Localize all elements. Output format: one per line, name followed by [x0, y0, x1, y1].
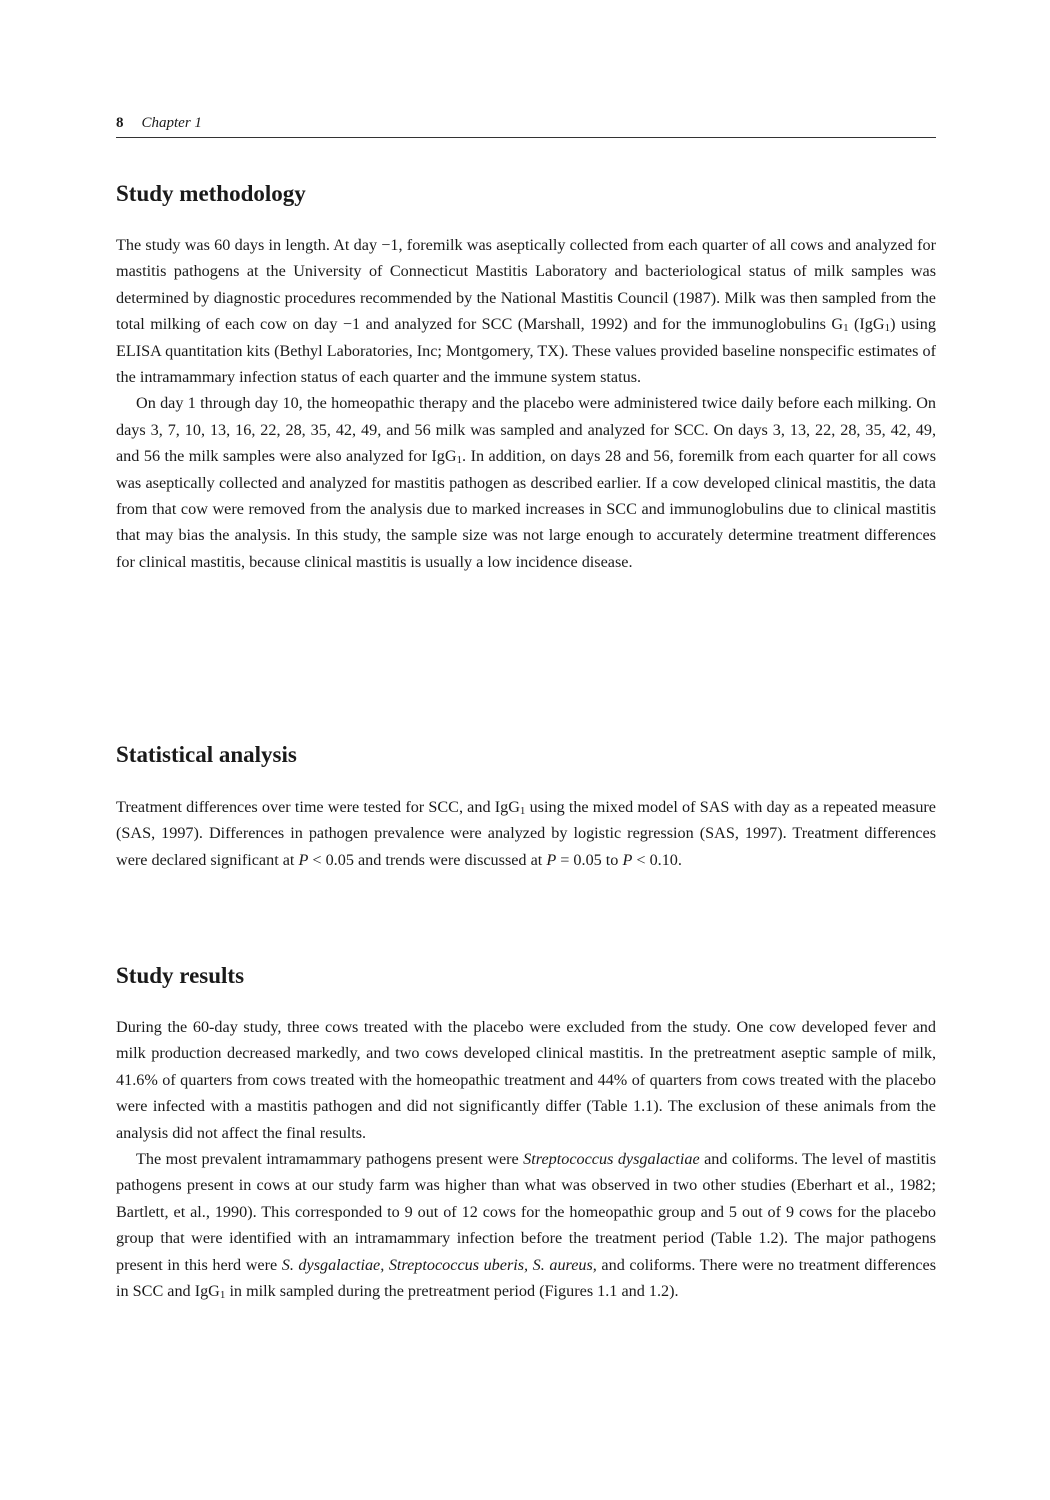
- paragraph: The most prevalent intramammary pathogens present were Streptococcus dysgalactiae and coliforms. The level of mastitis pathogens present in cows at our study farm was higher than what was observed in two other studies (Eberhart et al., 1982; Bartlett, et al., 1990). This corresponded to 9 out of 12 cows for the homeopathic group and 5 out of 9 cows for the placebo group that were identified with an intramammary infection before the treatment period (Table 1.2). The major pathogens present in this herd were S. dysgalactiae, Streptococcus uberis, S. aureus, and coliforms. There were no treatment differences in SCC and IgG$_1$ in milk sampled during the pretreatment period (Figures 1.1 and 1.2).: [116, 1150, 937, 1302]
- heading-study-methodology: Study methodology: [116, 181, 306, 206]
- paragraph: The study was 60 days in length. At day −1, foremilk was aseptically collected from each quarter of all cows and analyzed for mastitis pathogens at the University of Connecticut Mastitis Laboratory and bacteriological status of milk samples was determined by diagnostic procedures recommended by the National Mastitis Council (1987). Milk was then sampled from the total milking of each cow on day −1 and analyzed for SCC (Marshall, 1992) and for the immunoglobulins $G_1$ (IgG$_1$) using ELISA quantitation kits (Bethyl Laboratories, Inc; Montgomery, TX). These values provided baseline nonspecific estimates of the intramammary infection status of each quarter and the immune system status.: [116, 236, 936, 387]
- running-head: [116, 114, 936, 138]
- section-methodology: [116, 232, 936, 575]
- section-results: [116, 1014, 936, 1304]
- paragraph: Treatment differences over time were tested for SCC, and IgG$_1$ using the mixed model of SAS with day as a repeated measure (SAS, 1997). Differences in pathogen prevalence were analyzed by logistic regression (SAS, 1997). Treatment differences were declared significant at P < 0.05 and trends were discussed at P = 0.05 to P < 0.10.: [116, 798, 936, 869]
- chapter-label: Chapter 1: [141, 115, 202, 131]
- paragraph: During the 60-day study, three cows treated with the placebo were excluded from the study. One cow developed fever and milk production decreased markedly, and two cows developed clinical mastitis. In the pretreatment aseptic sample of milk, 41.6% of quarters from cows treated with the homeopathic treatment and 44% of quarters from cows treated with the placebo were infected with a mastitis pathogen and did not significantly differ (Table 1.1). The exclusion of these animals from the analysis did not affect the final results.: [116, 1018, 936, 1142]
- page-number: 8: [116, 115, 124, 131]
- paragraph: On day 1 through day 10, the homeopathic therapy and the placebo were administered twice daily before each milking. On days 3, 7, 10, 13, 16, 22, 28, 35, 42, 49, and 56 milk was sampled and analyzed for SCC. On days 3, 13, 22, 28, 35, 42, 49, and 56 the milk samples were also analyzed for IgG$_1$. In addition, on days 28 and 56, foremilk from each quarter for all cows was aseptically collected and analyzed for mastitis pathogen as described earlier. If a cow developed clinical mastitis, the data from that cow were removed from the analysis due to marked increases in SCC and immunoglobulins due to clinical mastitis that may bias the analysis. In this study, the sample size was not large enough to accurately determine treatment differences for clinical mastitis, because clinical mastitis is usually a low incidence disease.: [116, 394, 936, 571]
- heading-statistical-analysis: Statistical analysis: [116, 742, 297, 767]
- heading-study-results: Study results: [116, 963, 245, 988]
- section-statistical: [116, 794, 936, 873]
